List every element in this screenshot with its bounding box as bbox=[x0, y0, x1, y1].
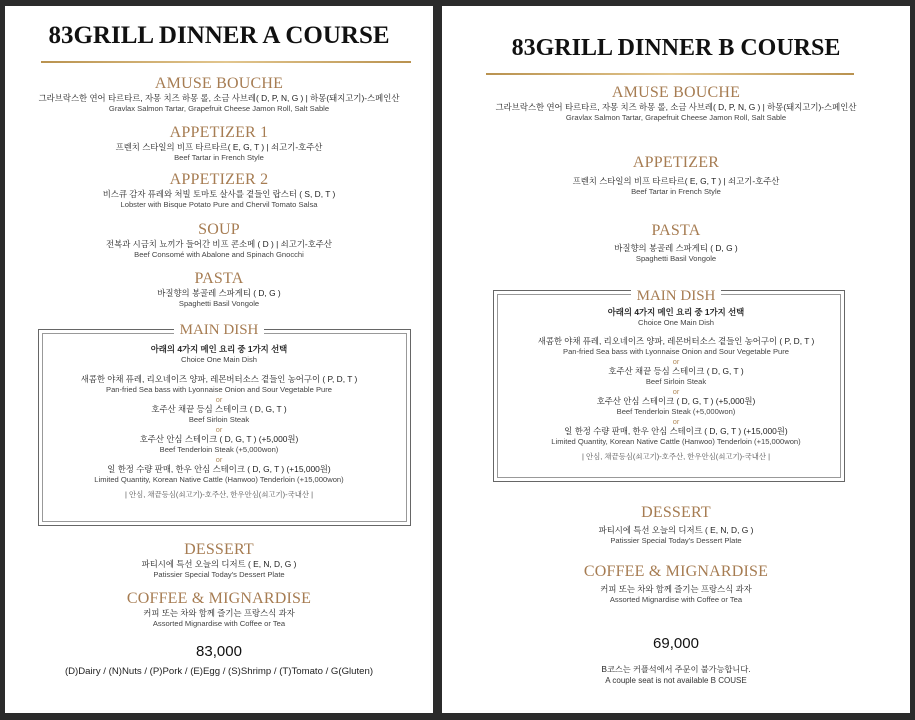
main-dish-lead bbox=[5, 344, 433, 365]
main-dish-en: Beef Sirloin Steak bbox=[188, 415, 250, 424]
appetizer2-ko: 비스큐 감자 퓨레와 처빌 토마토 살사를 곁들인 랍스터 ( S, D, T ) bbox=[102, 189, 336, 199]
soup-en: Beef Consomé with Abalone and Spinach Gnocchi bbox=[134, 250, 304, 259]
price-a: 83,000 bbox=[196, 643, 242, 660]
main-dish-en: Beef Tenderloin Steak (+5,000won) bbox=[616, 407, 736, 416]
main-dish-en: Pan-fried Sea bass with Lyonnaise Onion and Sour Vegetable Pure bbox=[563, 347, 789, 356]
main-lead-ko: 아래의 4가지 메인 요리 중 1가지 선택 bbox=[150, 344, 288, 354]
main-lead-en: Choice One Main Dish bbox=[638, 318, 714, 327]
pasta-title: PASTA bbox=[194, 270, 244, 287]
main-dish-item bbox=[442, 336, 910, 357]
main-dish-title: MAIN DISH bbox=[174, 322, 265, 338]
main-dish-title: MAIN DISH bbox=[631, 288, 722, 304]
main-lead-en: Choice One Main Dish bbox=[181, 355, 257, 364]
dessert-title: DESSERT bbox=[184, 541, 254, 558]
coffee-ko: 커피 또는 차와 함께 즐기는 프랑스식 과자 bbox=[600, 584, 752, 594]
pasta-ko: 바질향의 봉골레 스파게티 ( D, G ) bbox=[157, 288, 281, 298]
appetizer-section bbox=[442, 154, 910, 197]
soup-ko: 전복과 시금치 뇨끼가 들어간 비프 콘소메 ( D ) | 쇠고기-호주산 bbox=[106, 239, 332, 249]
menu-a-card bbox=[5, 6, 433, 713]
coffee-en: Assorted Mignardise with Coffee or Tea bbox=[609, 595, 743, 604]
main-lead-ko: 아래의 4가지 메인 요리 중 1가지 선택 bbox=[607, 307, 745, 317]
main-dish-item bbox=[442, 366, 910, 387]
or-separator: or bbox=[672, 357, 680, 366]
dessert-en: Patissier Special Today's Dessert Plate bbox=[610, 536, 742, 545]
dessert-en: Patissier Special Today's Dessert Plate bbox=[153, 570, 285, 579]
appetizer2-title: APPETIZER 2 bbox=[169, 171, 269, 188]
dessert-ko: 파티시에 특선 오늘의 디저트 ( E, N, D, G ) bbox=[598, 525, 754, 535]
appetizer2-en: Lobster with Bisque Potato Pure and Chervil Tomato Salsa bbox=[120, 200, 318, 209]
appetizer-title: APPETIZER bbox=[632, 154, 720, 171]
coffee-en: Assorted Mignardise with Coffee or Tea bbox=[152, 619, 286, 628]
pasta-en: Spaghetti Basil Vongole bbox=[178, 299, 260, 308]
main-dish-ko: 호주산 채끝 등심 스테이크 ( D, G, T ) bbox=[608, 366, 744, 376]
or-separator: or bbox=[672, 417, 680, 426]
main-dish-ko: 호주산 채끝 등심 스테이크 ( D, G, T ) bbox=[151, 404, 287, 414]
amuse-title: AMUSE BOUCHE bbox=[154, 75, 284, 92]
appetizer1-section bbox=[5, 124, 433, 163]
origin-note: | 안심, 채끝등심(쇠고기)-호주산, 한우안심(쇠고기)-국내산 | bbox=[125, 490, 313, 499]
main-dish-content bbox=[5, 344, 433, 500]
main-dish-en: Pan-fried Sea bass with Lyonnaise Onion and Sour Vegetable Pure bbox=[106, 385, 332, 394]
menu-b-title: 83GRILL DINNER B COURSE bbox=[511, 35, 841, 61]
origin-note: | 안심, 채끝등심(쇠고기)-호주산, 한우안심(쇠고기)-국내산 | bbox=[582, 452, 770, 461]
amuse-section bbox=[442, 84, 910, 123]
main-dish-en: Limited Quantity, Korean Native Cattle (Hanwoo) Tenderloin (+15,000won) bbox=[551, 437, 801, 446]
or-separator: or bbox=[215, 395, 223, 404]
amuse-en: Gravlax Salmon Tartar, Grapefruit Cheese Jamon Roll, Salt Sable bbox=[108, 104, 330, 113]
main-dish-ko: 호주산 안심 스테이크 ( D, G, T ) (+5,000원) bbox=[139, 434, 299, 444]
amuse-en: Gravlax Salmon Tartar, Grapefruit Cheese Jamon Roll, Salt Sable bbox=[565, 113, 787, 122]
dessert-section bbox=[5, 541, 433, 580]
or-separator: or bbox=[215, 455, 223, 464]
amuse-ko: 그라브락스한 연어 타르타르, 자몽 치즈 하몽 롤, 소금 사브레( D, P, N, G ) | 하몽(돼지고기)-스페인산 bbox=[495, 102, 857, 112]
pasta-title: PASTA bbox=[651, 222, 701, 239]
appetizer1-title: APPETIZER 1 bbox=[169, 124, 269, 141]
amuse-section bbox=[5, 75, 433, 114]
or-separator: or bbox=[672, 387, 680, 396]
main-dish-ko: 일 한정 수량 판매, 한우 안심 스테이크 ( D, G, T ) (+15,000원) bbox=[564, 426, 788, 436]
appetizer-en: Beef Tartar in French Style bbox=[631, 187, 721, 196]
gold-divider bbox=[41, 61, 411, 63]
coffee-section bbox=[5, 590, 433, 629]
note-en: A couple seat is not available B COUSE bbox=[605, 676, 747, 685]
main-dish-item bbox=[5, 374, 433, 395]
main-dish-item bbox=[5, 434, 433, 455]
main-dish-item bbox=[5, 464, 433, 485]
appetizer2-section bbox=[5, 171, 433, 210]
main-dish-ko: 호주산 안심 스테이크 ( D, G, T ) (+5,000원) bbox=[596, 396, 756, 406]
price-b: 69,000 bbox=[653, 635, 699, 652]
main-dish-item bbox=[442, 426, 910, 447]
main-dish-en: Beef Sirloin Steak bbox=[645, 377, 707, 386]
coffee-section bbox=[442, 563, 910, 605]
appetizer1-ko: 프렌치 스타일의 비프 타르타르( E, G, T ) | 쇠고기-호주산 bbox=[115, 142, 323, 152]
gold-divider bbox=[486, 73, 854, 75]
pasta-section bbox=[5, 270, 433, 309]
pasta-en: Spaghetti Basil Vongole bbox=[635, 254, 717, 263]
menu-a-title: 83GRILL DINNER A COURSE bbox=[48, 22, 390, 49]
appetizer-ko: 프렌치 스타일의 비프 타르타르( E, G, T ) | 쇠고기-호주산 bbox=[572, 176, 780, 186]
main-dish-lead bbox=[442, 307, 910, 328]
appetizer1-en: Beef Tartar in French Style bbox=[174, 153, 264, 162]
coffee-title: COFFEE & MIGNARDISE bbox=[126, 590, 312, 607]
coffee-ko: 커피 또는 차와 함께 즐기는 프랑스식 과자 bbox=[143, 608, 295, 618]
couple-seat-note bbox=[442, 664, 910, 686]
note-ko: B코스는 커플석에서 주문이 불가능합니다. bbox=[601, 665, 751, 674]
or-separator: or bbox=[215, 425, 223, 434]
menu-b-card bbox=[442, 6, 910, 713]
dessert-ko: 파티시에 특선 오늘의 디저트 ( E, N, D, G ) bbox=[141, 559, 297, 569]
main-dish-item bbox=[5, 404, 433, 425]
main-dish-content bbox=[442, 307, 910, 462]
allergen-legend: (D)Dairy / (N)Nuts / (P)Pork / (E)Egg / (S)Shrimp / (T)Tomato / G(Gluten) bbox=[64, 666, 374, 677]
dessert-title: DESSERT bbox=[641, 504, 711, 521]
dessert-section bbox=[442, 504, 910, 546]
soup-section bbox=[5, 221, 433, 260]
amuse-ko: 그라브락스한 연어 타르타르, 자몽 치즈 하몽 롤, 소금 사브레( D, P, N, G ) | 하몽(돼지고기)-스페인산 bbox=[38, 93, 400, 103]
pasta-ko: 바질향의 봉골레 스파게티 ( D, G ) bbox=[614, 243, 738, 253]
main-dish-en: Limited Quantity, Korean Native Cattle (Hanwoo) Tenderloin (+15,000won) bbox=[94, 475, 344, 484]
main-dish-ko: 새콤한 야채 퓨레, 리오네이즈 양파, 레몬버터소스 곁들인 농어구이 ( P, D, T ) bbox=[537, 336, 815, 346]
main-dish-en: Beef Tenderloin Steak (+5,000won) bbox=[159, 445, 279, 454]
main-dish-ko: 새콤한 야채 퓨레, 리오네이즈 양파, 레몬버터소스 곁들인 농어구이 ( P, D, T ) bbox=[80, 374, 358, 384]
coffee-title: COFFEE & MIGNARDISE bbox=[583, 563, 769, 580]
main-dish-ko: 일 한정 수량 판매, 한우 안심 스테이크 ( D, G, T ) (+15,000원) bbox=[107, 464, 331, 474]
soup-title: SOUP bbox=[198, 221, 240, 238]
amuse-title: AMUSE BOUCHE bbox=[611, 84, 741, 101]
pasta-section bbox=[442, 222, 910, 264]
main-dish-item bbox=[442, 396, 910, 417]
